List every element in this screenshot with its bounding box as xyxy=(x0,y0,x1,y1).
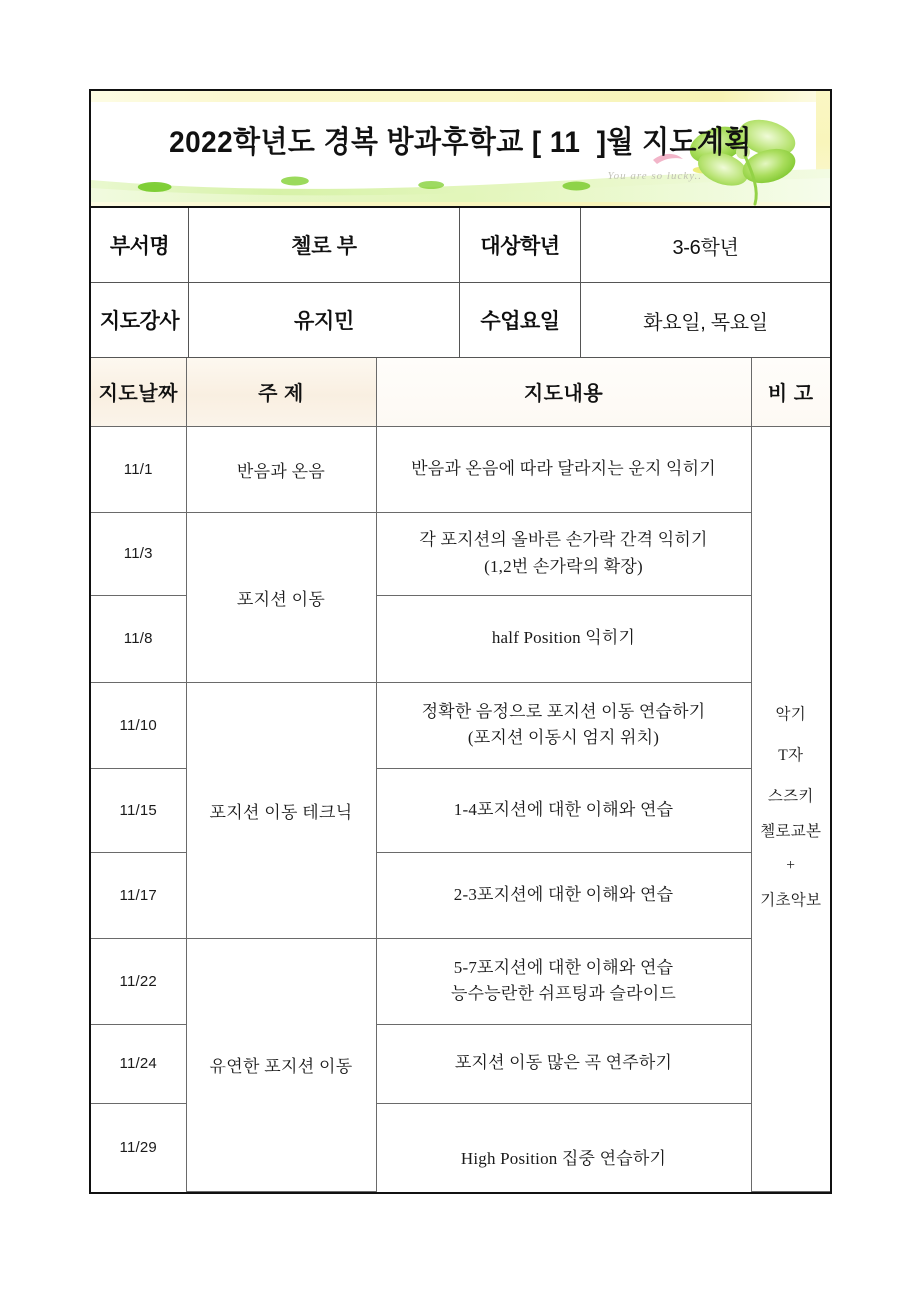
content-line-1: half Position 익히기 xyxy=(491,628,636,648)
info-label-instructor: 지도강사 xyxy=(91,283,189,358)
info-label-grade: 대상학년 xyxy=(460,208,581,283)
info-label-department: 부서명 xyxy=(91,208,189,283)
content-line-1: 각 포지션의 올바른 손가락 간격 익히기 xyxy=(419,530,708,550)
cell-date: 11/24 xyxy=(91,1024,186,1103)
cell-topic: 포지션 이동 xyxy=(186,512,376,682)
cell-date: 11/3 xyxy=(91,512,186,595)
cell-content xyxy=(376,938,751,1024)
decorative-script-text: You are so lucky.. xyxy=(607,170,702,182)
cell-content xyxy=(376,1024,751,1103)
info-value-grade: 3-6학년 xyxy=(581,208,831,283)
content-line-1: 포지션 이동 많은 곡 연주하기 xyxy=(454,1053,673,1073)
cell-note xyxy=(751,426,830,1191)
lesson-schedule-table xyxy=(91,358,830,1192)
table-row xyxy=(91,426,830,512)
cell-date: 11/10 xyxy=(91,682,186,768)
content-line-2: (포지션 이동시 엄지 위치) xyxy=(467,728,660,747)
class-info-table xyxy=(91,208,830,358)
content-line-1: 반음과 온음에 따라 달라지는 운지 익히기 xyxy=(411,458,716,478)
note-line-3: 스즈키 xyxy=(767,787,814,805)
note-line-5: + xyxy=(786,857,796,875)
note-line-6: 기초악보 xyxy=(760,892,822,910)
cell-content xyxy=(376,1103,751,1191)
lesson-plan-document xyxy=(89,89,832,1194)
content-line-2: 능수능란한 쉬프팅과 슬라이드 xyxy=(451,984,676,1003)
note-line-4: 첼로교본 xyxy=(760,822,822,840)
table-row xyxy=(91,682,830,768)
table-row xyxy=(91,512,830,595)
schedule-header-row xyxy=(91,358,830,426)
cell-date: 11/17 xyxy=(91,852,186,938)
cell-topic: 반음과 온음 xyxy=(186,426,376,512)
info-row-department xyxy=(91,208,830,283)
cell-content xyxy=(376,852,751,938)
cell-topic: 포지션 이동 테크닉 xyxy=(186,682,376,938)
table-row xyxy=(91,938,830,1024)
info-value-instructor: 유지민 xyxy=(189,283,460,358)
cell-content xyxy=(376,512,751,595)
cell-date: 11/8 xyxy=(91,595,186,682)
banner-top-stripe xyxy=(91,91,830,102)
cell-content xyxy=(376,682,751,768)
cell-date: 11/15 xyxy=(91,768,186,852)
column-header-date: 지도날짜 xyxy=(91,358,186,426)
content-line-1: 정확한 음정으로 포지션 이동 연습하기 xyxy=(421,701,706,721)
content-line-1: 5-7포지션에 대한 이해와 연습 xyxy=(453,957,674,977)
cell-date: 11/1 xyxy=(91,426,186,512)
page-title: 2022학년도 경복 방과후학교 [ 11 ]월 지도계획 xyxy=(169,126,752,159)
info-value-weekday: 화요일, 목요일 xyxy=(581,283,831,358)
content-line-1: 1-4포지션에 대한 이해와 연습 xyxy=(453,799,674,819)
info-row-instructor xyxy=(91,283,830,358)
note-line-2: T자 xyxy=(778,746,804,764)
column-header-note: 비 고 xyxy=(751,358,830,426)
cell-content xyxy=(376,426,751,512)
cell-topic: 유연한 포지션 이동 xyxy=(186,938,376,1191)
info-label-weekday: 수업요일 xyxy=(460,283,581,358)
cell-date: 11/29 xyxy=(91,1103,186,1191)
column-header-topic: 주 제 xyxy=(186,358,376,426)
cell-content xyxy=(376,595,751,682)
note-line-1: 악기 xyxy=(775,705,807,723)
column-header-content: 지도내용 xyxy=(376,358,751,426)
content-line-2: (1,2번 손가락의 확장) xyxy=(484,556,643,576)
document-header-banner xyxy=(91,91,830,208)
cell-content xyxy=(376,768,751,852)
content-line-1: 2-3포지션에 대한 이해와 연습 xyxy=(453,884,674,904)
info-value-department: 첼로 부 xyxy=(189,208,460,283)
cell-date: 11/22 xyxy=(91,938,186,1024)
content-line-1: High Position 집중 연습하기 xyxy=(460,1149,667,1169)
